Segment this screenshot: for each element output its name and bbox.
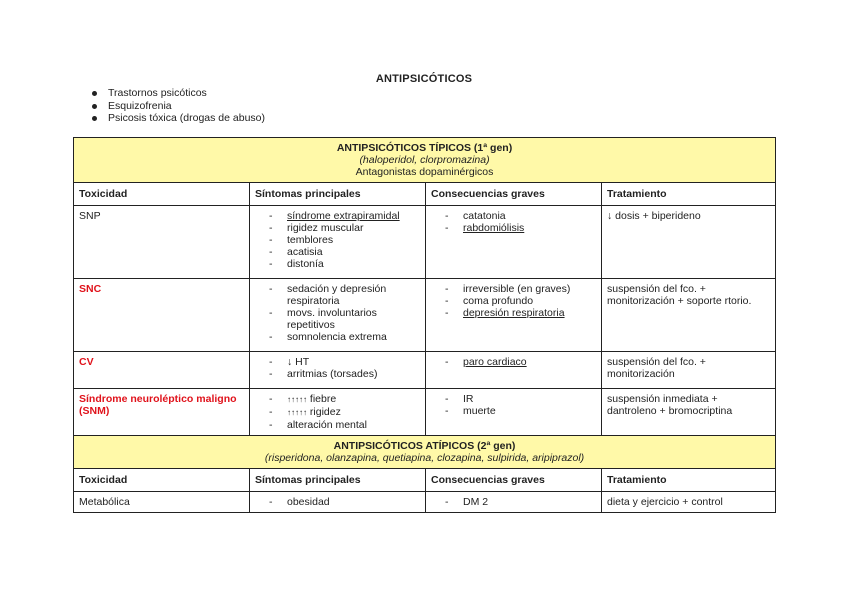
list-item: - movs. involuntarios repetitivos [269,307,420,331]
treatment-cell: ↓ dosis + biperideno [602,206,776,279]
table-row-snp [74,206,776,279]
list-item: - depresión respiratoria [445,307,596,319]
col-consequences: Consecuencias graves [426,469,602,492]
list-item: - ↑↑↑↑↑ fiebre [269,393,420,406]
col-treatment: Tratamiento [602,183,776,206]
list-item: Trastornos psicóticos [92,87,265,100]
consequences-cell [426,206,602,279]
list-item: - irreversible (en graves) [445,283,596,295]
treatment-cell: suspensión del fco. + monitorización + soporte rtorio. [602,279,776,352]
toxicity-table [73,137,776,513]
col-toxicity: Toxicidad [74,183,250,206]
toxicity-cell: SNC [74,279,250,352]
list-item: - síndrome extrapiramidal [269,210,420,222]
col-treatment: Tratamiento [602,469,776,492]
treatment-cell: dieta y ejercicio + control [602,492,776,513]
list-item: - acatisia [269,246,420,258]
treatment-cell: suspensión del fco. + monitorización [602,352,776,389]
table-row-cv [74,352,776,389]
treatment-cell: suspensión inmediata + dantroleno + bromocriptina [602,389,776,436]
toxicity-cell: CV [74,352,250,389]
typical-mechanism: Antagonistas dopaminérgicos [355,166,494,178]
symptoms-cell [250,389,426,436]
table-header-row [74,469,776,492]
symptoms-cell [250,206,426,279]
table-row-metabolic [74,492,776,513]
list-item: - coma profundo [445,295,596,307]
atypical-drugs: (risperidona, olanzapina, quetiapina, clozapina, sulpirida, aripiprazol) [264,452,585,464]
consequences-cell [426,389,602,436]
list-item: - arritmias (torsades) [269,368,420,380]
list-item: Esquizofrenia [92,100,265,113]
consequences-cell [426,352,602,389]
list-item: - somnolencia extrema [269,331,420,343]
list-item: - temblores [269,234,420,246]
list-item: - catatonia [445,210,596,222]
list-item: - ↓ HT [269,356,420,368]
list-item: - obesidad [269,496,420,508]
consequences-cell [426,492,602,513]
indications-list [92,87,265,125]
col-toxicity: Toxicidad [74,469,250,492]
table-row-snm [74,389,776,436]
page-title: ANTIPSICÓTICOS [375,73,473,85]
arrow-up-icon: ↑↑↑↑↑ [287,395,307,404]
list-item: - DM 2 [445,496,596,508]
list-item: - paro cardiaco [445,356,596,368]
consequences-cell [426,279,602,352]
col-symptoms: Síntomas principales [250,183,426,206]
list-item: - muerte [445,405,596,417]
list-item: Psicosis tóxica (drogas de abuso) [92,112,265,125]
typical-title: ANTIPSICÓTICOS TÍPICOS (1ª gen) [336,142,513,154]
symptoms-cell [250,352,426,389]
list-item: - IR [445,393,596,405]
list-item: - distonía [269,258,420,270]
col-consequences: Consecuencias graves [426,183,602,206]
list-item: - sedación y depresión respiratoria [269,283,420,307]
arrow-up-icon: ↑↑↑↑↑ [287,408,307,417]
list-item: - rabdomiólisis [445,222,596,234]
typical-drugs: (haloperidol, clorpromazina) [359,154,490,166]
list-item: - alteración mental [269,419,420,431]
atypical-header [74,436,776,469]
toxicity-cell: Metabólica [74,492,250,513]
list-item: - ↑↑↑↑↑ rigidez [269,406,420,419]
toxicity-cell: SNP [74,206,250,279]
atypical-title: ANTIPSICÓTICOS ATÍPICOS (2ª gen) [333,440,516,452]
symptoms-cell [250,492,426,513]
list-item: - rigidez muscular [269,222,420,234]
table-header-row [74,183,776,206]
toxicity-cell: Síndrome neuroléptico maligno (SNM) [74,389,250,436]
table-row-snc [74,279,776,352]
typical-header [74,138,776,183]
col-symptoms: Síntomas principales [250,469,426,492]
symptoms-cell [250,279,426,352]
